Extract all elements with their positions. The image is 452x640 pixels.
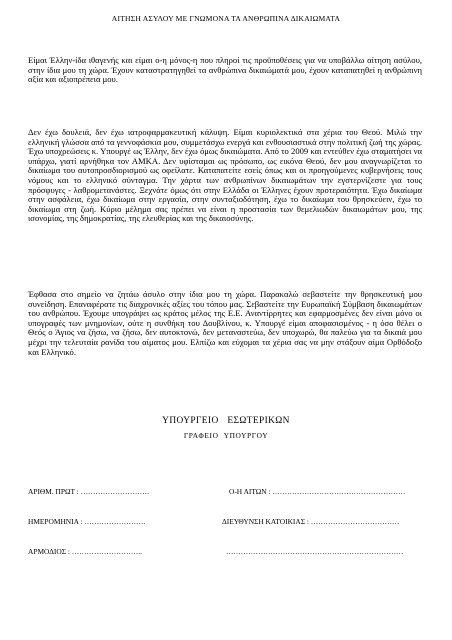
protocol-number-field: ΑΡΙΘΜ. ΠΡΩΤ : ………………………. [28,487,149,496]
address-field: ΔΙΕΥΘΥΝΣΗ ΚΑΤΟΙΚΙΑΣ : ……………………………… [222,517,400,526]
ministry-heading: ΥΠΟΥΡΓΕΙΟ ΕΣΩΤΕΡΙΚΩΝ [162,416,290,426]
paragraph-intro: Είμαι Έλλην-ίδα ιθαγενής και είμαι ο-η μόνος-η που πληροί τις προϋποθέσεις για να υποβάλλω αίτηση ασύλου, στην ίδια μου τη χώρα. Έχουν καταστρατηγηθεί τα ανθρώπινα δικαιώματά μου, έχουν καταπατηθεί η ανθρώπινη αξία και αξιοπρέπεια μου. [28,55,422,85]
office-heading: ΓΡΑΦΕΙΟ ΥΠΟΥΡΓΟΥ [183,431,269,440]
date-field: ΗΜΕΡΟΜΗΝΙΑ : ……………………. [28,517,146,526]
paragraph-rights: Δεν έχω δουλειά, δεν έχω ιατροφαρμακευτική κάλυψη. Είμαι κυριολεκτικά στα χέρια του Θεού. Μιλώ την ελληνική γλώσσα από τα γεννοφάσκια μου, συμμετάσχω ενεργά και ενθουσιαστικά στην πολιτική ζωή της χώρας. Έχω υποχρεώσεις κ. Υπουργέ ως Έλλην, δεν έχω όμως δικαιώματα. Από το 2009 και εντεύθεν έχω σταματήσει να υπάρχω, γιατί αρνήθηκα τον ΑΜΚΑ. Δεν υφίσταμαι ως πρόσωπο, ως εικόνα Θεού, δεν μου αναγνωρίζεται το δικαίωμα του αυτοπροσδιορισμού ως οφείλατε. Καταπατείτε εσείς όπως και οι προηγούμενες κυβερνήσεις τους νόμους και το ελληνικό σύνταγμα. Την χάρτα των ανθρωπίνων δικαιωμάτων την εγστερνίζεστε για τους πρόσφυγες - λαθρομετανάστες. Ξεχνάτε όμως ότι στην Ελλάδα οι Έλληνες έχουν προτεραιότητα. Έχω δικαίωμα στην ασφάλεια, έχω δικαίωμα στην εργασία, στην συνταξιοδότηση, έχω το δικαίωμα του θρησκεύειν, έχω το δικαίωμα στη ζωή. Κύριο μέλημα σας πρέπει να είναι η προστασία των θεμελιωδών δικαιωμάτων μου, της ισονομίας, της δημοκρατίας, της ελευθερίας και της δικαιοσύνης. [28,127,422,224]
official-field: ΑΡΜΟΔΙΟΣ : ……………………….. [28,547,142,556]
document-title: ΑΙΤΗΣΗ ΑΣΥΛΟΥ ΜΕ ΓΝΩΜΟΝΑ ΤΑ ΑΝΘΡΩΠΙΝΑ ΔΙΚΑΙΩΜΑΤΑ [111,14,341,23]
paragraph-request: Έφθασα στο σημείο να ζητάω άσυλο στην ίδια μου τη χώρα. Παρακαλώ σεβαστείτε την θρησκευτική μου συνείδηση. Επαναφέρατε τις διαχρονικές αξίες του τόπου μας. Σεβαστείτε την Ευρωπαϊκή Σύμβαση δικαιωμάτων του ανθρώπου. Έχουμε υπογράψει ως κράτος μέλος της Ε.Ε. Αναντίρρητες και εφαρμοσμένες δεν είναι μόνο οι υπογραφές των μνημονίων, ούτε η συνθήκη του Δουβλίνου, κ. Υπουργέ είμαι αποφασισμένος - η όσο θέλει ο Θεός ο Άγιος να ζήσω, να ζήσω, δεν αυτοκτονώ, δεν μεταναστεύω, δεν υποχωρώ, θα παλεύω για τα δικαιά μου μέχρι την τελευταία ρανίδα του αίματος μου. Ελπίζω και εύχομαι τα χέρια σας να μην στάξουν αίμα Ορθόδοξο και Ελληνικό. [28,289,422,357]
signature-line: ……………………………………………………………… [226,547,404,556]
applicant-field: Ο-Η ΑΙΤΩΝ : ……………………………………………… [229,487,406,496]
